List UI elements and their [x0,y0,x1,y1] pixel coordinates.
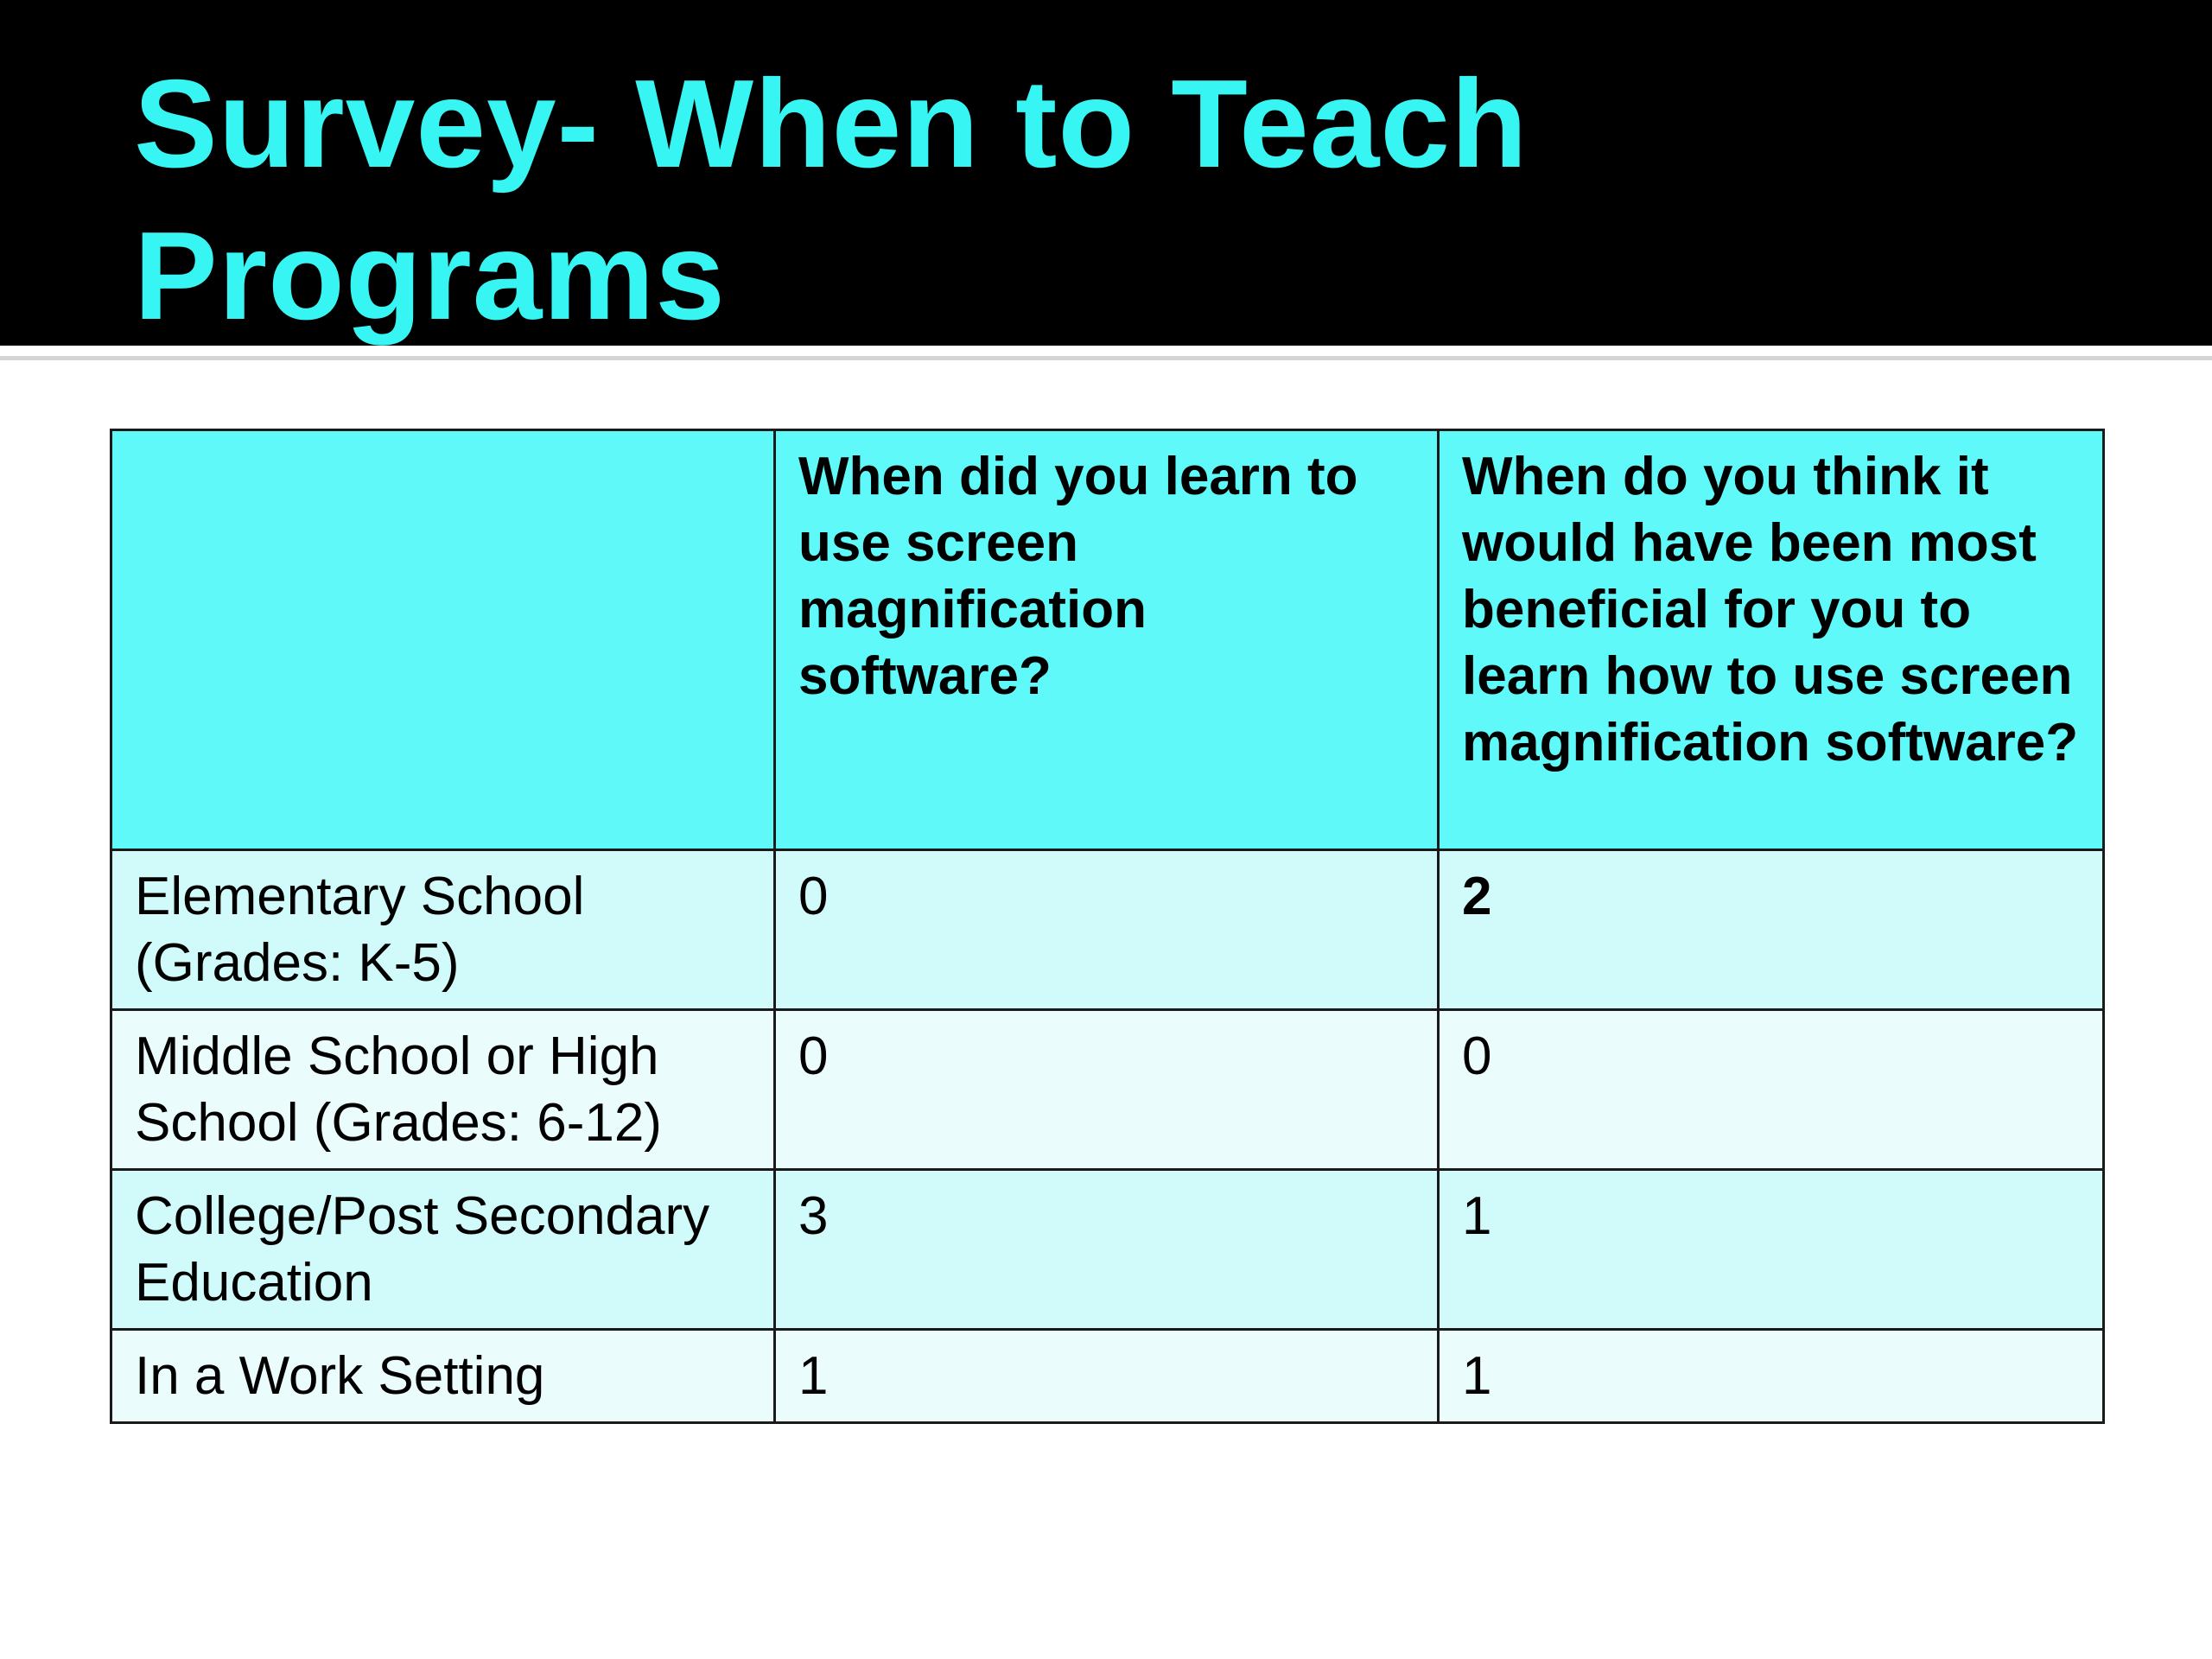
table-row [111,1330,2104,1423]
beneficial-count: 1 [1439,1330,2104,1423]
table-header-row [111,430,2104,850]
header-empty-cell [111,430,775,850]
slide-title: Survey- When to Teach Programs [134,54,1529,346]
learned-count: 3 [775,1170,1439,1330]
beneficial-count: 0 [1439,1010,2104,1170]
table-row [111,1170,2104,1330]
table-row [111,850,2104,1010]
learned-count: 1 [775,1330,1439,1423]
learned-count: 0 [775,1010,1439,1170]
title-bar [0,0,2212,346]
beneficial-count: 2 [1439,850,2104,1010]
survey-table [110,429,2105,1424]
learned-count: 0 [775,850,1439,1010]
title-divider [0,356,2212,360]
row-label: Middle School or High School (Grades: 6-12) [111,1010,775,1170]
beneficial-count: 1 [1439,1170,2104,1330]
header-learned: When did you learn to use screen magnification software? [775,430,1439,850]
table-row [111,1010,2104,1170]
header-beneficial: When do you think it would have been most beneficial for you to learn how to use screen magnification software? [1439,430,2104,850]
row-label: In a Work Setting [111,1330,775,1423]
row-label: Elementary School (Grades: K-5) [111,850,775,1010]
row-label: College/Post Secondary Education [111,1170,775,1330]
